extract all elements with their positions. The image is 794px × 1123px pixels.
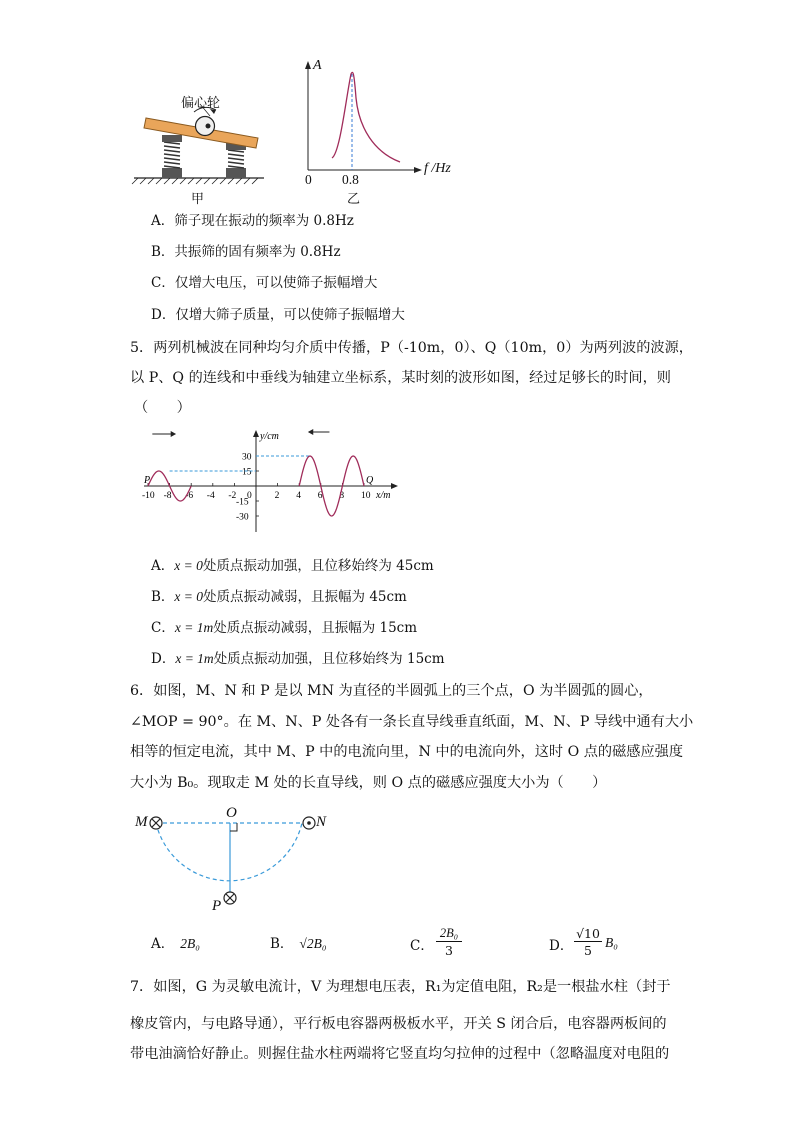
question-number: 6． <box>130 683 154 699</box>
x-tick-label: -2 <box>228 491 237 501</box>
option-letter: A． <box>151 213 175 229</box>
fraction-tail: B₀ <box>605 935 618 950</box>
figure-jia-label: 甲 <box>191 192 205 207</box>
q6-stem-line-4: 大小为 B₀。现取走 M 处的长直导线，则 O 点的磁感应强度大小为（ ） <box>130 775 607 791</box>
option-text: √2B₀ <box>299 936 327 951</box>
option-letter: C． <box>410 938 434 954</box>
label-m: M <box>135 814 148 830</box>
fraction-denominator: 5 <box>584 943 592 958</box>
option-variable: x = 1m <box>174 620 214 635</box>
q6-stem-line-3: 相等的恒定电流，其中 M、P 中的电流向里，N 中的电流向外，这时 O 点的磁感应强度 <box>130 744 684 760</box>
stem-text: 两列机械波在同种均匀介质中传播，P（-10m，0）、Q（10m，0）为两列波的波源， <box>153 340 693 356</box>
y-axis-arrow <box>253 430 259 437</box>
option-letter: C． <box>151 275 175 291</box>
option-text: 处质点振动减弱，且振幅为 45cm <box>203 589 407 605</box>
figure-yi-label: 乙 <box>347 192 361 207</box>
x-tick-label: 0 <box>247 491 252 501</box>
x-axis-label: x/m <box>376 490 391 501</box>
option-letter: C． <box>151 620 175 636</box>
stem-text: 如图，G 为灵敏电流计，V 为理想电压表，R₁为定值电阻，R₂是一根盐水柱（封于 <box>153 979 671 995</box>
x-tick-label: 6 <box>317 491 323 501</box>
q5-stem-line-1 <box>130 338 693 358</box>
q6-option-b[interactable] <box>270 934 327 954</box>
fraction-numerator: √10 <box>574 926 602 942</box>
wire-n-out-icon <box>303 817 315 829</box>
option-letter: B． <box>151 244 175 260</box>
q6-stem-line-2: ∠MOP = 90°。在 M、N、P 处各有一条长直导线垂直纸面，M、N、P 导线中通有大小 <box>130 714 694 730</box>
axis-a-label: A <box>313 58 322 73</box>
x-tick-label: -10 <box>142 491 155 501</box>
option-letter: B． <box>270 936 294 952</box>
semicircle-figure <box>134 806 334 918</box>
eccentric-wheel <box>196 117 215 136</box>
option-letter: A． <box>151 558 175 574</box>
x-axis-arrow <box>391 483 398 489</box>
right-base <box>226 168 246 178</box>
source-q-label: Q <box>366 475 374 486</box>
x-tick-label: 8 <box>339 491 345 501</box>
q4-option-d[interactable] <box>151 305 405 325</box>
option-text: 处质点振动减弱，且振幅为 15cm <box>213 620 418 636</box>
q5-option-c[interactable] <box>151 618 417 638</box>
y-tick-label: -15 <box>236 497 249 508</box>
x-tick-label: -6 <box>185 491 194 501</box>
option-text: 处质点振动加强，且位移始终为 15cm <box>213 651 445 667</box>
fraction-denominator: 3 <box>445 943 453 958</box>
right-spring <box>228 150 244 168</box>
question-number: 7． <box>130 979 154 995</box>
q7-stem-line-3: 带电油滴恰好静止。则握住盐水柱两端将它竖直均匀拉伸的过程中（忽略温度对电阻的 <box>130 1046 670 1062</box>
q5-option-b[interactable] <box>151 587 407 607</box>
axis-f-label: f /Hz <box>424 161 451 176</box>
option-letter: A． <box>151 936 175 952</box>
q6-stem-line-1 <box>130 681 653 701</box>
q5-stem-line-2: 以 P、Q 的连线和中垂线为轴建立坐标系，某时刻的波形如图，经过足够长的时间，则 <box>130 370 671 386</box>
option-variable: x = 1m <box>175 651 214 666</box>
q7-stem-line-2: 橡皮管内，与电路导通），平行板电容器两极板水平，开关 S 闭合后，电容器两板间的 <box>130 1016 667 1032</box>
q4-option-a[interactable] <box>151 211 354 231</box>
left-base <box>162 168 182 178</box>
option-variable: x = 0 <box>174 558 203 573</box>
resonance-curve-figure <box>296 58 426 178</box>
option-letter: D． <box>549 938 574 954</box>
right-angle-mark <box>230 823 237 831</box>
y-tick-label: 15 <box>242 467 252 478</box>
q5-answer-blank: （ ） <box>134 400 191 416</box>
f-axis-arrow <box>414 167 422 173</box>
label-o: O <box>226 805 237 821</box>
left-top-cap <box>162 135 182 142</box>
fraction-numerator: 2B₀ <box>436 926 462 942</box>
label-p: P <box>212 898 222 914</box>
x-tick-label: 10 <box>361 491 371 501</box>
option-letter: D． <box>151 307 176 323</box>
y-axis-label: y/cm <box>260 431 279 442</box>
wheel-axle <box>206 124 211 129</box>
wire-p-into-icon <box>224 892 236 904</box>
y-tick-label: -30 <box>236 512 249 523</box>
option-text: 2B₀ <box>180 936 200 951</box>
q5-option-a[interactable] <box>151 556 434 576</box>
wire-m-into-icon <box>150 817 162 829</box>
option-variable: x = 0 <box>174 589 204 604</box>
option-text: 仅增大筛子质量，可以使筛子振幅增大 <box>175 307 405 323</box>
option-letter: D． <box>151 651 176 667</box>
q4-option-c[interactable] <box>151 273 377 293</box>
ground-hatch <box>132 178 258 184</box>
arrow-p-right-head <box>171 431 176 437</box>
a-axis-arrow <box>305 61 311 69</box>
arrow-q-left-head <box>308 429 313 435</box>
resonance-curve <box>332 72 400 162</box>
y-tick-label: 30 <box>242 452 252 463</box>
source-p-label: P <box>144 475 151 486</box>
left-spring <box>164 142 180 168</box>
option-letter: B． <box>151 589 175 605</box>
wave-chart <box>130 428 430 540</box>
label-n: N <box>316 814 327 830</box>
q5-option-d[interactable] <box>151 649 445 669</box>
option-text: 筛子现在振动的频率为 0.8Hz <box>174 213 354 229</box>
peak-freq-label: 0.8 <box>342 172 359 187</box>
q4-option-b[interactable] <box>151 242 341 262</box>
semicircle-arc <box>156 823 302 881</box>
x-tick-label: -8 <box>163 491 172 501</box>
x-tick-label: -4 <box>206 491 215 501</box>
origin-label: 0 <box>305 172 312 187</box>
option-text: 共振筛的固有频率为 0.8Hz <box>174 244 341 260</box>
x-tick-label: 4 <box>296 491 301 501</box>
q7-stem-line-1 <box>130 977 671 997</box>
option-text: 处质点振动加强，且位移始终为 45cm <box>202 558 434 574</box>
question-number: 5． <box>130 340 154 356</box>
stem-text: 如图，M、N 和 P 是以 MN 为直径的半圆弧上的三个点，O 为半圆弧的圆心， <box>153 683 653 699</box>
wheel-label: 偏心轮 <box>181 96 221 111</box>
x-tick-label: 2 <box>274 491 280 501</box>
option-text: 仅增大电压，可以使筛子振幅增大 <box>174 275 378 291</box>
q6-option-a[interactable] <box>151 934 200 954</box>
